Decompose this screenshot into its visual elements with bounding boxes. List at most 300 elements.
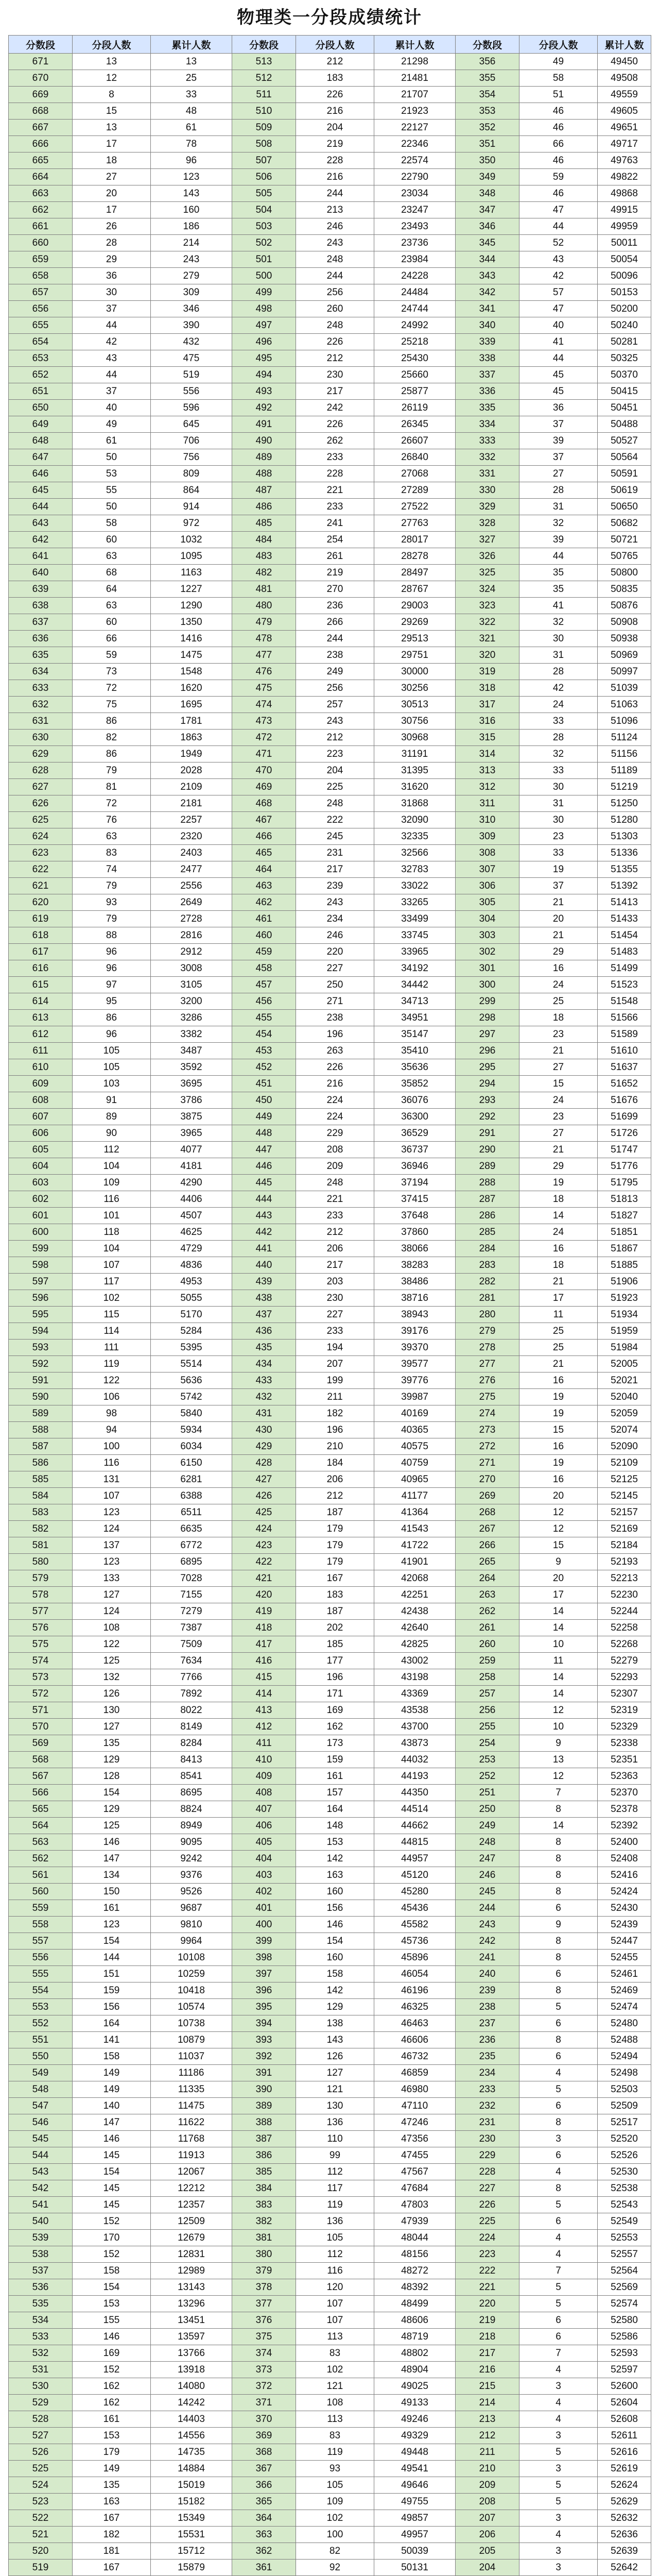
table-cell: 274 xyxy=(456,1405,519,1422)
table-cell: 418 xyxy=(232,1620,296,1636)
table-cell: 52329 xyxy=(598,1719,651,1735)
table-cell: 453 xyxy=(232,1043,296,1059)
table-cell: 19 xyxy=(519,1175,598,1191)
table-cell: 658 xyxy=(9,268,73,284)
table-cell: 137 xyxy=(73,1537,151,1554)
table-cell: 630 xyxy=(9,730,73,746)
table-cell: 51795 xyxy=(598,1175,651,1191)
table-cell: 454 xyxy=(232,1026,296,1043)
table-cell: 170 xyxy=(73,2230,151,2246)
table-cell: 52517 xyxy=(598,2114,651,2131)
table-row xyxy=(9,532,651,548)
table-cell: 5 xyxy=(519,2081,598,2098)
table-cell: 83 xyxy=(296,2428,374,2444)
table-cell: 309 xyxy=(456,828,519,845)
table-cell: 46732 xyxy=(374,2048,456,2065)
table-cell: 399 xyxy=(232,1933,296,1950)
table-cell: 227 xyxy=(296,960,374,977)
table-cell: 41722 xyxy=(374,1537,456,1554)
table-cell: 6772 xyxy=(151,1537,232,1554)
table-cell: 234 xyxy=(296,911,374,927)
table-cell: 144 xyxy=(73,1950,151,1966)
table-cell: 20 xyxy=(519,911,598,927)
table-cell: 52503 xyxy=(598,2081,651,2098)
table-cell: 490 xyxy=(232,433,296,449)
table-cell: 217 xyxy=(296,1257,374,1274)
table-cell: 51063 xyxy=(598,697,651,713)
table-cell: 649 xyxy=(9,416,73,433)
table-cell: 52145 xyxy=(598,1488,651,1504)
table-cell: 389 xyxy=(232,2098,296,2114)
table-cell: 4507 xyxy=(151,1208,232,1224)
header-score-3: 分数段 xyxy=(456,36,519,54)
table-cell: 35147 xyxy=(374,1026,456,1043)
table-cell: 426 xyxy=(232,1488,296,1504)
table-cell: 39577 xyxy=(374,1356,456,1372)
table-cell: 494 xyxy=(232,367,296,383)
table-cell: 121 xyxy=(296,2081,374,2098)
table-cell: 52370 xyxy=(598,1785,651,1801)
table-row xyxy=(9,927,651,944)
table-row xyxy=(9,1290,651,1307)
table-cell: 49246 xyxy=(374,2411,456,2428)
table-cell: 627 xyxy=(9,779,73,795)
table-row xyxy=(9,828,651,845)
table-row xyxy=(9,664,651,680)
table-cell: 27068 xyxy=(374,466,456,482)
table-cell: 8 xyxy=(519,1867,598,1884)
table-cell: 52580 xyxy=(598,2312,651,2329)
table-cell: 465 xyxy=(232,845,296,861)
table-cell: 39370 xyxy=(374,1340,456,1356)
table-cell: 50721 xyxy=(598,532,651,548)
table-row xyxy=(9,1372,651,1389)
table-row xyxy=(9,1900,651,1917)
table-cell: 11186 xyxy=(151,2065,232,2081)
table-cell: 503 xyxy=(232,218,296,235)
table-cell: 588 xyxy=(9,1422,73,1438)
table-cell: 161 xyxy=(73,2411,151,2428)
table-cell: 595 xyxy=(9,1307,73,1323)
table-row xyxy=(9,1191,651,1208)
table-cell: 57 xyxy=(519,284,598,301)
table-cell: 12989 xyxy=(151,2263,232,2279)
table-row xyxy=(9,2560,651,2576)
table-cell: 51959 xyxy=(598,1323,651,1340)
table-cell: 631 xyxy=(9,713,73,730)
table-cell: 242 xyxy=(456,1933,519,1950)
table-cell: 586 xyxy=(9,1455,73,1471)
table-cell: 377 xyxy=(232,2296,296,2312)
table-cell: 1620 xyxy=(151,680,232,697)
header-count-3: 分段人数 xyxy=(519,36,598,54)
table-cell: 51096 xyxy=(598,713,651,730)
table-cell: 268 xyxy=(456,1504,519,1521)
table-cell: 221 xyxy=(296,1191,374,1208)
table-cell: 558 xyxy=(9,1917,73,1933)
table-cell: 456 xyxy=(232,993,296,1010)
table-cell: 231 xyxy=(456,2114,519,2131)
table-cell: 49717 xyxy=(598,136,651,152)
table-cell: 6 xyxy=(519,2147,598,2164)
table-cell: 3965 xyxy=(151,1125,232,1142)
table-cell: 234 xyxy=(456,2065,519,2081)
table-cell: 226 xyxy=(296,87,374,103)
table-cell: 671 xyxy=(9,54,73,70)
table-cell: 31620 xyxy=(374,779,456,795)
table-cell: 597 xyxy=(9,1274,73,1290)
table-cell: 297 xyxy=(456,1026,519,1043)
table-cell: 525 xyxy=(9,2461,73,2477)
table-row xyxy=(9,2131,651,2147)
table-cell: 2320 xyxy=(151,828,232,845)
table-cell: 2477 xyxy=(151,861,232,878)
table-cell: 247 xyxy=(456,1851,519,1867)
table-row xyxy=(9,1125,651,1142)
table-cell: 5636 xyxy=(151,1372,232,1389)
table-cell: 27 xyxy=(519,1125,598,1142)
table-cell: 52040 xyxy=(598,1389,651,1405)
table-cell: 464 xyxy=(232,861,296,878)
table-cell: 35410 xyxy=(374,1043,456,1059)
table-cell: 47356 xyxy=(374,2131,456,2147)
table-cell: 130 xyxy=(73,1702,151,1719)
table-row xyxy=(9,1702,651,1719)
table-cell: 248 xyxy=(296,795,374,812)
table-cell: 272 xyxy=(456,1438,519,1455)
table-cell: 45582 xyxy=(374,1917,456,1933)
table-cell: 576 xyxy=(9,1620,73,1636)
table-cell: 33965 xyxy=(374,944,456,960)
table-row xyxy=(9,1620,651,1636)
table-cell: 102 xyxy=(296,2510,374,2527)
table-cell: 206 xyxy=(296,1241,374,1257)
table-row xyxy=(9,334,651,350)
table-header-row xyxy=(9,36,651,54)
table-cell: 52184 xyxy=(598,1537,651,1554)
table-cell: 4077 xyxy=(151,1142,232,1158)
table-row xyxy=(9,1966,651,1982)
table-row xyxy=(9,515,651,532)
table-cell: 143 xyxy=(296,2032,374,2048)
table-cell: 12 xyxy=(519,1768,598,1785)
table-cell: 497 xyxy=(232,317,296,334)
table-cell: 21 xyxy=(519,1043,598,1059)
table-cell: 30756 xyxy=(374,713,456,730)
table-cell: 49763 xyxy=(598,152,651,169)
table-cell: 322 xyxy=(456,614,519,631)
table-cell: 285 xyxy=(456,1224,519,1241)
table-cell: 302 xyxy=(456,944,519,960)
table-cell: 475 xyxy=(232,680,296,697)
table-row xyxy=(9,416,651,433)
table-cell: 61 xyxy=(151,120,232,136)
table-cell: 8 xyxy=(519,2114,598,2131)
table-cell: 417 xyxy=(232,1636,296,1653)
table-cell: 44 xyxy=(519,218,598,235)
table-row xyxy=(9,631,651,647)
table-cell: 42825 xyxy=(374,1636,456,1653)
table-row xyxy=(9,1059,651,1076)
table-cell: 46325 xyxy=(374,1999,456,2015)
table-cell: 264 xyxy=(456,1570,519,1587)
table-cell: 40 xyxy=(519,317,598,334)
table-cell: 568 xyxy=(9,1752,73,1768)
table-cell: 593 xyxy=(9,1340,73,1356)
table-cell: 416 xyxy=(232,1653,296,1669)
table-cell: 40169 xyxy=(374,1405,456,1422)
table-cell: 352 xyxy=(456,120,519,136)
table-row xyxy=(9,1999,651,2015)
table-cell: 37 xyxy=(519,416,598,433)
table-cell: 47110 xyxy=(374,2098,456,2114)
table-cell: 136 xyxy=(296,2213,374,2230)
table-cell: 249 xyxy=(456,1818,519,1834)
table-cell: 4836 xyxy=(151,1257,232,1274)
table-cell: 618 xyxy=(9,927,73,944)
table-cell: 591 xyxy=(9,1372,73,1389)
table-cell: 196 xyxy=(296,1422,374,1438)
table-row xyxy=(9,1455,651,1471)
table-cell: 43700 xyxy=(374,1719,456,1735)
table-cell: 222 xyxy=(456,2263,519,2279)
table-cell: 50564 xyxy=(598,449,651,466)
table-cell: 220 xyxy=(296,944,374,960)
table-cell: 51433 xyxy=(598,911,651,927)
table-row xyxy=(9,433,651,449)
table-cell: 432 xyxy=(151,334,232,350)
table-cell: 481 xyxy=(232,581,296,598)
table-cell: 33745 xyxy=(374,927,456,944)
table-cell: 122 xyxy=(73,1372,151,1389)
table-cell: 23 xyxy=(519,1109,598,1125)
table-cell: 253 xyxy=(456,1752,519,1768)
table-cell: 51156 xyxy=(598,746,651,762)
table-cell: 51637 xyxy=(598,1059,651,1076)
table-cell: 18 xyxy=(519,1191,598,1208)
table-cell: 52424 xyxy=(598,1884,651,1900)
table-cell: 52338 xyxy=(598,1735,651,1752)
table-row xyxy=(9,861,651,878)
table-row xyxy=(9,2461,651,2477)
table-cell: 289 xyxy=(456,1158,519,1175)
table-cell: 589 xyxy=(9,1405,73,1422)
table-cell: 9095 xyxy=(151,1834,232,1851)
table-cell: 363 xyxy=(232,2527,296,2543)
table-cell: 397 xyxy=(232,1966,296,1982)
table-cell: 336 xyxy=(456,383,519,400)
table-cell: 59 xyxy=(519,169,598,185)
table-cell: 346 xyxy=(456,218,519,235)
table-cell: 179 xyxy=(296,1521,374,1537)
table-cell: 119 xyxy=(296,2197,374,2213)
table-cell: 154 xyxy=(296,1933,374,1950)
table-cell: 662 xyxy=(9,202,73,218)
table-cell: 50969 xyxy=(598,647,651,664)
table-cell: 73 xyxy=(73,664,151,680)
table-cell: 607 xyxy=(9,1109,73,1125)
table-cell: 620 xyxy=(9,894,73,911)
table-cell: 436 xyxy=(232,1323,296,1340)
table-cell: 392 xyxy=(232,2048,296,2065)
table-row xyxy=(9,746,651,762)
table-cell: 670 xyxy=(9,70,73,87)
table-cell: 8149 xyxy=(151,1719,232,1735)
table-cell: 167 xyxy=(73,2560,151,2576)
table-cell: 483 xyxy=(232,548,296,565)
table-cell: 624 xyxy=(9,828,73,845)
table-cell: 51219 xyxy=(598,779,651,795)
table-cell: 333 xyxy=(456,433,519,449)
table-cell: 17 xyxy=(519,1587,598,1603)
table-row xyxy=(9,1422,651,1438)
table-cell: 52639 xyxy=(598,2543,651,2560)
table-cell: 147 xyxy=(73,2114,151,2131)
header-cumulative-2: 累计人数 xyxy=(374,36,456,54)
table-cell: 321 xyxy=(456,631,519,647)
table-cell: 459 xyxy=(232,944,296,960)
table-cell: 45 xyxy=(519,367,598,383)
table-cell: 153 xyxy=(296,1834,374,1851)
table-cell: 634 xyxy=(9,664,73,680)
table-cell: 125 xyxy=(73,1818,151,1834)
table-cell: 162 xyxy=(73,2378,151,2395)
table-cell: 48 xyxy=(151,103,232,120)
table-cell: 160 xyxy=(296,1884,374,1900)
table-cell: 442 xyxy=(232,1224,296,1241)
table-cell: 5934 xyxy=(151,1422,232,1438)
table-cell: 13143 xyxy=(151,2279,232,2296)
table-cell: 99 xyxy=(296,2147,374,2164)
table-cell: 52439 xyxy=(598,1917,651,1933)
table-cell: 353 xyxy=(456,103,519,120)
table-cell: 185 xyxy=(296,1636,374,1653)
table-cell: 48392 xyxy=(374,2279,456,2296)
table-cell: 37 xyxy=(73,383,151,400)
table-cell: 105 xyxy=(73,1043,151,1059)
table-cell: 208 xyxy=(456,2494,519,2510)
table-cell: 103 xyxy=(73,1076,151,1092)
table-cell: 108 xyxy=(296,2395,374,2411)
table-cell: 402 xyxy=(232,1884,296,1900)
table-cell: 8 xyxy=(519,2180,598,2197)
table-cell: 256 xyxy=(296,680,374,697)
table-cell: 216 xyxy=(296,103,374,120)
table-cell: 93 xyxy=(296,2461,374,2477)
table-cell: 44350 xyxy=(374,1785,456,1801)
table-cell: 24 xyxy=(519,1224,598,1241)
table-cell: 4729 xyxy=(151,1241,232,1257)
table-cell: 114 xyxy=(73,1323,151,1340)
table-cell: 5 xyxy=(519,2296,598,2312)
table-cell: 187 xyxy=(296,1603,374,1620)
table-cell: 257 xyxy=(296,697,374,713)
table-cell: 227 xyxy=(296,1307,374,1323)
table-row xyxy=(9,1768,651,1785)
table-cell: 86 xyxy=(73,746,151,762)
table-cell: 158 xyxy=(73,2048,151,2065)
table-cell: 229 xyxy=(456,2147,519,2164)
table-cell: 116 xyxy=(296,2263,374,2279)
table-cell: 76 xyxy=(73,812,151,828)
table-cell: 46859 xyxy=(374,2065,456,2081)
table-cell: 38066 xyxy=(374,1241,456,1257)
table-cell: 519 xyxy=(151,367,232,383)
table-cell: 550 xyxy=(9,2048,73,2065)
table-cell: 52624 xyxy=(598,2477,651,2494)
table-cell: 3487 xyxy=(151,1043,232,1059)
table-cell: 524 xyxy=(9,2477,73,2494)
table-cell: 44662 xyxy=(374,1818,456,1834)
table-cell: 42068 xyxy=(374,1570,456,1587)
table-cell: 212 xyxy=(296,1488,374,1504)
table-cell: 30 xyxy=(519,812,598,828)
table-row xyxy=(9,367,651,383)
table-cell: 19 xyxy=(519,1389,598,1405)
table-cell: 12212 xyxy=(151,2180,232,2197)
table-cell: 44 xyxy=(73,317,151,334)
table-row xyxy=(9,120,651,136)
table-cell: 299 xyxy=(456,993,519,1010)
table-cell: 210 xyxy=(456,2461,519,2477)
table-cell: 208 xyxy=(296,1142,374,1158)
table-cell: 44193 xyxy=(374,1768,456,1785)
table-row xyxy=(9,152,651,169)
table-cell: 82 xyxy=(296,2543,374,2560)
table-cell: 278 xyxy=(456,1340,519,1356)
table-cell: 24 xyxy=(519,697,598,713)
table-cell: 204 xyxy=(456,2560,519,2576)
table-cell: 504 xyxy=(232,202,296,218)
table-cell: 42 xyxy=(73,334,151,350)
table-cell: 279 xyxy=(456,1323,519,1340)
table-cell: 246 xyxy=(456,1867,519,1884)
table-cell: 540 xyxy=(9,2213,73,2230)
table-cell: 44 xyxy=(73,367,151,383)
table-cell: 50619 xyxy=(598,482,651,499)
table-cell: 8284 xyxy=(151,1735,232,1752)
table-cell: 49329 xyxy=(374,2428,456,2444)
table-cell: 551 xyxy=(9,2032,73,2048)
table-cell: 463 xyxy=(232,878,296,894)
table-row xyxy=(9,1307,651,1323)
table-cell: 72 xyxy=(73,680,151,697)
table-cell: 526 xyxy=(9,2444,73,2461)
table-row xyxy=(9,2329,651,2345)
table-cell: 650 xyxy=(9,400,73,416)
table-cell: 9810 xyxy=(151,1917,232,1933)
table-cell: 212 xyxy=(296,54,374,70)
table-cell: 51923 xyxy=(598,1290,651,1307)
table-cell: 52430 xyxy=(598,1900,651,1917)
table-cell: 27289 xyxy=(374,482,456,499)
table-cell: 254 xyxy=(296,532,374,548)
table-cell: 666 xyxy=(9,136,73,152)
table-cell: 96 xyxy=(73,944,151,960)
table-cell: 102 xyxy=(296,2362,374,2378)
table-cell: 16 xyxy=(519,960,598,977)
table-cell: 118 xyxy=(73,1224,151,1241)
header-count-2: 分段人数 xyxy=(296,36,374,54)
table-cell: 277 xyxy=(456,1356,519,1372)
table-cell: 485 xyxy=(232,515,296,532)
table-cell: 31 xyxy=(519,647,598,664)
table-cell: 614 xyxy=(9,993,73,1010)
table-cell: 438 xyxy=(232,1290,296,1307)
table-cell: 221 xyxy=(456,2279,519,2296)
table-cell: 8413 xyxy=(151,1752,232,1768)
table-cell: 25877 xyxy=(374,383,456,400)
